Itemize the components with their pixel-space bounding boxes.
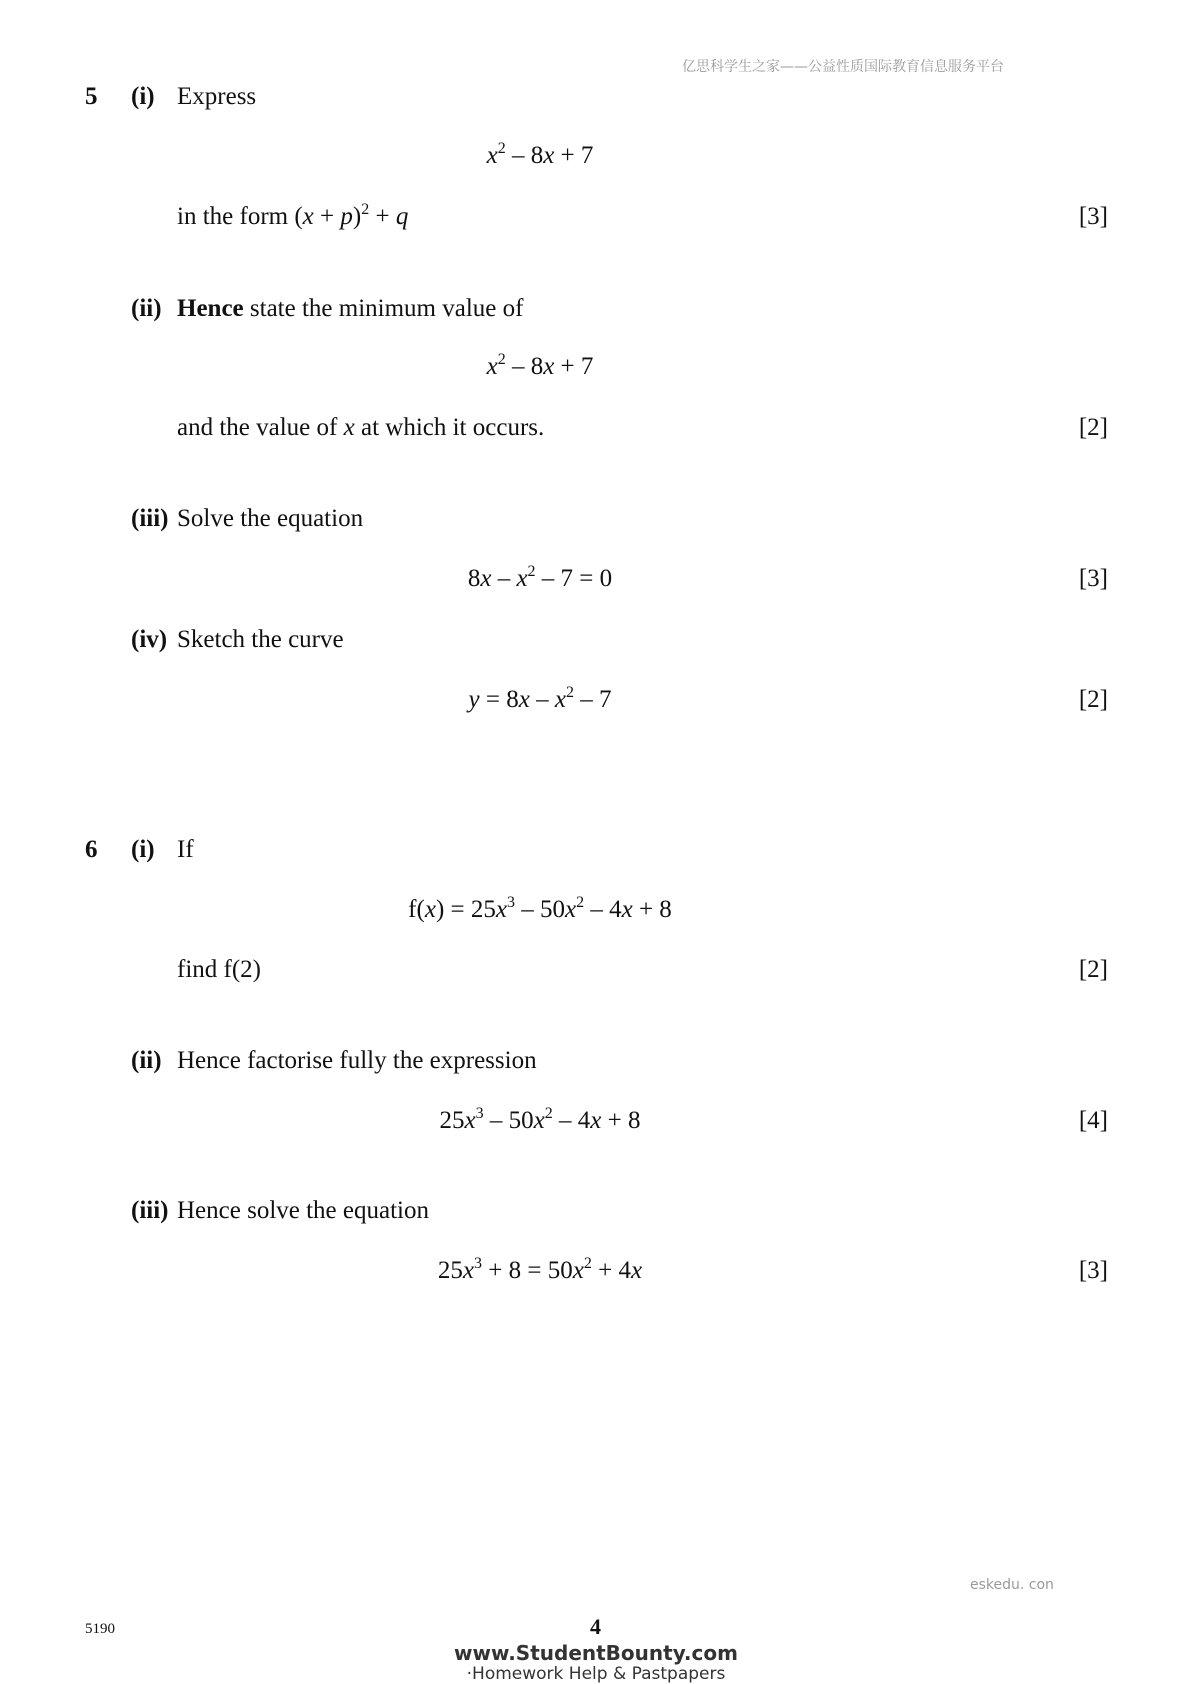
q5-i-form-text: in the form $(x + p)^2 + q$ bbox=[177, 201, 409, 230]
paper-code: 5190 bbox=[85, 1621, 115, 1637]
q6-part-i-label: (i) bbox=[131, 836, 155, 863]
q6-part-ii-text: Hence factorise fully the expression bbox=[177, 1047, 537, 1074]
q6-part-ii-label: (ii) bbox=[131, 1047, 162, 1074]
question-6-number: 6 bbox=[85, 836, 98, 863]
q5-ii-tail-text: and the value of x at which it occurs. bbox=[177, 414, 545, 441]
q5-ii-marks: [2] bbox=[1078, 414, 1108, 441]
studentbounty-url[interactable]: www.StudentBounty.com bbox=[454, 1641, 738, 1665]
q5-iii-equation: $8x - x^2 - 7 = 0$ bbox=[467, 563, 613, 592]
q5-iii-marks: [3] bbox=[1078, 565, 1108, 592]
watermark-header: 亿思科学生之家——公益性质国际教育信息服务平台 bbox=[682, 59, 1004, 75]
q5-iv-marks: [2] bbox=[1078, 686, 1108, 713]
question-5-number: 5 bbox=[85, 83, 98, 110]
q6-i-function: $f(x) = 25x^3 - 50x^2 - 4x + 8$ bbox=[408, 894, 672, 923]
q5-i-expression: $x^2 - 8x + 7$ bbox=[486, 140, 594, 169]
q5-part-ii-label: (ii) bbox=[131, 295, 162, 322]
q6-iii-marks: [3] bbox=[1078, 1257, 1108, 1284]
q6-iii-equation: $25x^3 + 8 = 50x^2 + 4x$ bbox=[437, 1255, 643, 1284]
q5-part-iii-text: Solve the equation bbox=[177, 505, 364, 532]
page-number: 4 bbox=[590, 1614, 601, 1639]
q6-part-i-text: If bbox=[177, 836, 194, 863]
q5-part-iii-label: (iii) bbox=[131, 505, 169, 532]
q5-part-i-label: (i) bbox=[131, 83, 155, 110]
studentbounty-tagline: ·Homework Help & Pastpapers bbox=[466, 1664, 726, 1684]
q5-part-ii-text: Hence state the minimum value of bbox=[177, 295, 524, 322]
q6-part-iii-text: Hence solve the equation bbox=[177, 1197, 429, 1224]
q5-part-iv-label: (iv) bbox=[131, 626, 168, 653]
q6-i-find-text: find f(2) bbox=[177, 956, 261, 983]
q5-part-i-text: Express bbox=[177, 83, 257, 110]
watermark-footer: eskedu. con bbox=[970, 1577, 1054, 1593]
q6-part-iii-label: (iii) bbox=[131, 1197, 169, 1224]
q6-i-marks: [2] bbox=[1078, 956, 1108, 983]
q6-ii-expression: $25x^3 - 50x^2 - 4x + 8$ bbox=[439, 1105, 641, 1134]
q5-i-marks: [3] bbox=[1078, 203, 1108, 230]
q6-ii-marks: [4] bbox=[1078, 1107, 1108, 1134]
q5-part-iv-text: Sketch the curve bbox=[177, 626, 344, 653]
q5-ii-expression: $x^2 - 8x + 7$ bbox=[486, 351, 594, 380]
studentbounty-logo[interactable] bbox=[446, 1642, 746, 1684]
q5-iv-curve-equation: $y = 8x - x^2 - 7$ bbox=[468, 684, 612, 713]
